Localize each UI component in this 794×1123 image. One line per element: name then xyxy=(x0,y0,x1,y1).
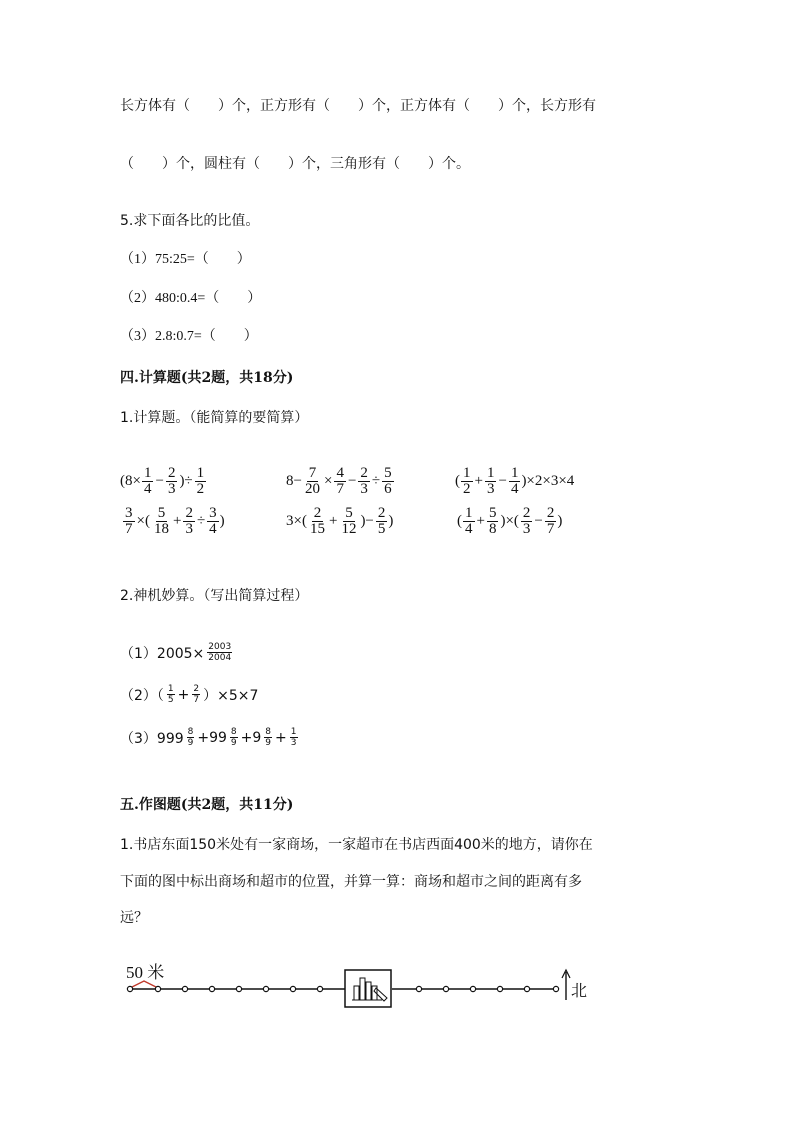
fraction xyxy=(142,466,154,497)
fraction xyxy=(166,466,178,497)
calc-expression-1 xyxy=(120,466,207,497)
denominator: 3 xyxy=(185,521,193,537)
fraction xyxy=(207,506,219,537)
numerator: 1 xyxy=(486,465,495,481)
op: ) xyxy=(388,513,394,529)
numerator: 8 xyxy=(265,727,272,737)
numerator: 3 xyxy=(209,505,217,521)
fraction xyxy=(358,466,370,497)
calc-expression-4 xyxy=(122,506,225,537)
tick-dot xyxy=(290,986,295,991)
mental-calc-1 xyxy=(120,642,235,663)
op: +99 xyxy=(197,729,227,746)
numerator: 2 xyxy=(360,465,368,481)
numerator: 1 xyxy=(463,465,471,481)
denominator: 3 xyxy=(522,521,531,537)
denominator: 6 xyxy=(384,481,392,497)
fraction xyxy=(230,727,238,748)
op: ) xyxy=(219,513,225,529)
shapes-question-line1: 长方体有（ ）个，正方形有（ ）个，正方体有（ ）个，长方形有 xyxy=(120,98,596,114)
numerator: 1 xyxy=(167,684,174,694)
north-label: 北 xyxy=(571,981,588,1000)
q5-item-2: （2）480:0.4=（ ） xyxy=(120,291,262,306)
denominator: 2 xyxy=(196,481,205,497)
denominator: 15 xyxy=(309,521,325,537)
op: 3×( xyxy=(286,513,307,529)
fraction xyxy=(545,506,557,537)
op: )×( xyxy=(500,513,519,529)
fraction xyxy=(207,642,232,663)
q5-item-3: （3）2.8:0.7=（ ） xyxy=(120,329,258,344)
numerator: 2 xyxy=(193,684,200,694)
denominator: 4 xyxy=(209,521,217,537)
numerator: 1 xyxy=(196,465,205,481)
calc-expression-3 xyxy=(455,466,574,497)
mental-calc-3 xyxy=(120,727,301,748)
q5-item-1: （1）75:25=（ ） xyxy=(120,252,251,267)
numerator: 7 xyxy=(308,465,317,481)
op: − xyxy=(534,513,543,529)
op: × xyxy=(323,473,333,489)
denominator: 9 xyxy=(230,738,237,748)
op: + xyxy=(275,729,287,746)
numerator: 1 xyxy=(143,465,152,481)
denominator: 9 xyxy=(265,738,272,748)
bookstore-icon xyxy=(345,970,391,1007)
op: + xyxy=(328,513,338,529)
denominator: 20 xyxy=(304,481,320,497)
denominator: 7 xyxy=(125,521,133,537)
section5-q1-line1: 1.书店东面150米处有一家商场，一家超市在书店西面400米的地方，请你在 xyxy=(120,837,593,853)
denominator: 4 xyxy=(465,521,473,537)
tick-dot xyxy=(127,986,132,991)
fraction xyxy=(339,506,358,537)
op: (8× xyxy=(120,473,141,489)
denominator: 5 xyxy=(377,521,386,537)
denominator: 5 xyxy=(167,695,174,705)
op: )− xyxy=(360,513,374,529)
op: )×2×3×4 xyxy=(521,473,575,489)
op: ) xyxy=(557,513,563,529)
numerator: 2 xyxy=(167,465,176,481)
scale-bracket xyxy=(130,981,158,988)
numerator: 4 xyxy=(336,465,344,481)
tick-dot xyxy=(443,986,448,991)
numerator: 5 xyxy=(384,465,392,481)
text: ）×5×7 xyxy=(203,687,259,704)
text: （2）（ xyxy=(120,687,164,704)
denominator: 3 xyxy=(290,738,297,748)
mental-calc-2 xyxy=(120,684,258,705)
denominator: 7 xyxy=(193,695,200,705)
fraction xyxy=(521,506,533,537)
fraction xyxy=(123,506,135,537)
denominator: 2 xyxy=(463,481,471,497)
op: ÷ xyxy=(196,513,206,529)
section4-heading: 四.计算题(共2题，共18分) xyxy=(120,370,294,386)
denominator: 4 xyxy=(143,481,152,497)
denominator: 4 xyxy=(510,481,519,497)
fraction xyxy=(308,506,327,537)
section5-q1-line3: 远？ xyxy=(120,910,148,926)
shapes-question-line2: （ ）个，圆柱有（ ）个，三角形有（ ）个。 xyxy=(120,156,470,172)
fraction xyxy=(487,506,499,537)
calc-expression-6 xyxy=(457,506,562,537)
denominator: 3 xyxy=(486,481,495,497)
op: 8− xyxy=(286,473,302,489)
map-number-line-diagram xyxy=(120,958,600,1018)
numerator: 5 xyxy=(345,505,353,521)
op: ×( xyxy=(136,513,150,529)
fraction xyxy=(509,466,521,497)
tick-dot xyxy=(553,986,558,991)
op: + xyxy=(474,473,483,489)
text: （3）999 xyxy=(120,730,184,747)
section5-q1-line2: 下面的图中标出商场和超市的位置，并算一算：商场和超市之间的距离有多 xyxy=(120,874,582,890)
text: （1）2005× xyxy=(120,645,205,662)
tick-dot xyxy=(155,986,160,991)
tick-dot xyxy=(497,986,502,991)
tick-dot xyxy=(263,986,268,991)
fraction xyxy=(463,506,475,537)
op: ÷ xyxy=(371,473,381,489)
numerator: 2 xyxy=(546,505,555,521)
denominator: 7 xyxy=(336,481,344,497)
north-arrow xyxy=(562,970,587,1000)
fraction xyxy=(485,466,497,497)
op: + xyxy=(172,513,182,529)
op: )÷ xyxy=(179,473,193,489)
fraction xyxy=(264,727,272,748)
numerator: 2 xyxy=(313,505,322,521)
fraction xyxy=(152,506,171,537)
numerator: 1 xyxy=(290,727,297,737)
fraction xyxy=(183,506,195,537)
denominator: 2004 xyxy=(208,653,232,663)
fraction xyxy=(461,466,473,497)
numerator: 1 xyxy=(510,465,519,481)
numerator: 2003 xyxy=(208,642,232,652)
tick-dot xyxy=(416,986,421,991)
op: − xyxy=(347,473,357,489)
denominator: 3 xyxy=(167,481,176,497)
fraction xyxy=(195,466,207,497)
denominator: 8 xyxy=(488,521,497,537)
section5-heading: 五.作图题(共2题，共11分) xyxy=(120,797,294,813)
section4-q1-title: 1.计算题。（能简算的要简算） xyxy=(120,410,309,426)
op: ( xyxy=(455,473,460,489)
fraction xyxy=(303,466,322,497)
op: ( xyxy=(457,513,462,529)
tick-dot xyxy=(470,986,475,991)
numerator: 5 xyxy=(488,505,497,521)
numerator: 8 xyxy=(230,727,237,737)
fraction xyxy=(167,684,175,705)
fraction xyxy=(334,466,346,497)
denominator: 7 xyxy=(546,521,555,537)
op: +9 xyxy=(240,729,262,746)
numerator: 2 xyxy=(522,505,531,521)
tick-dot xyxy=(209,986,214,991)
denominator: 12 xyxy=(341,521,357,537)
q5-title: 5.求下面各比的比值。 xyxy=(120,213,260,229)
op: + xyxy=(476,513,485,529)
section4-q2-title: 2.神机妙算。（写出简算过程） xyxy=(120,588,309,604)
fraction xyxy=(192,684,200,705)
denominator: 9 xyxy=(187,738,194,748)
fraction xyxy=(290,727,298,748)
tick-dot xyxy=(236,986,241,991)
calc-expression-2 xyxy=(286,466,395,497)
fraction xyxy=(187,727,195,748)
scale-label: 50 米 xyxy=(126,963,165,982)
denominator: 18 xyxy=(153,521,169,537)
numerator: 8 xyxy=(187,727,194,737)
tick-dot xyxy=(317,986,322,991)
numerator: 3 xyxy=(125,505,133,521)
op: − xyxy=(498,473,507,489)
numerator: 2 xyxy=(377,505,386,521)
tick-dot xyxy=(524,986,529,991)
numerator: 1 xyxy=(465,505,473,521)
numerator: 2 xyxy=(185,505,193,521)
fraction xyxy=(376,506,388,537)
denominator: 3 xyxy=(360,481,368,497)
numerator: 5 xyxy=(157,505,166,521)
tick-dot xyxy=(182,986,187,991)
fraction xyxy=(382,466,394,497)
calc-expression-5 xyxy=(286,506,393,537)
op: + xyxy=(177,686,190,703)
op: − xyxy=(155,473,164,489)
